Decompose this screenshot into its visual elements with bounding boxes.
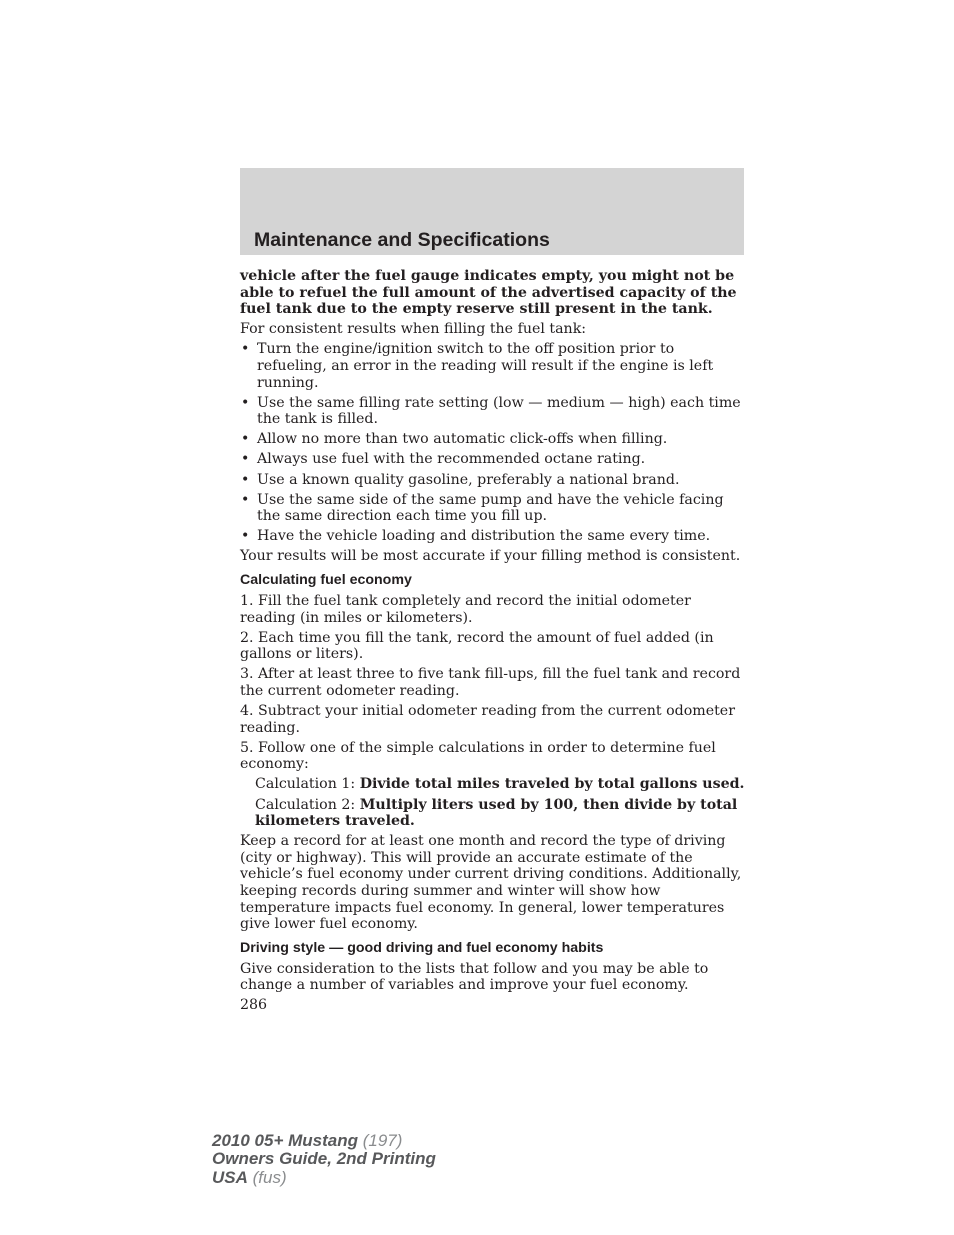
list-item: • Always use fuel with the recommended octane rating. (240, 451, 745, 468)
list-item: • Use the same filling rate setting (low — medium — high) each time the tank is filled. (240, 395, 745, 428)
calculation-1-label: Calculation 1: (255, 776, 360, 793)
page-content (240, 268, 745, 1018)
list-item: • Have the vehicle loading and distribution the same every time. (240, 528, 745, 545)
intro-warning-text: vehicle after the fuel gauge indicates empty, you might not be able to refuel the full amount of the advertised capacity of the fuel tank due to the empty reserve still present in the tank. (240, 268, 737, 318)
driving-style-text: Give consideration to the lists that follow and you may be able to change a number of variables and improve your fuel economy. (240, 960, 709, 994)
calculation-1 (240, 776, 745, 793)
calculation-1-text: Divide total miles traveled by total gallons used. (359, 776, 745, 793)
footer-model-code: (197) (358, 1131, 403, 1150)
step-item: 2. Each time you fill the tank, record the amount of fuel added (in gallons or liters). (240, 629, 714, 663)
footer-model: 2010 05+ Mustang (212, 1131, 358, 1150)
list-item: • Use the same side of the same pump and have the vehicle facing the same direction each time you fill up. (240, 492, 745, 525)
calculation-2 (240, 797, 745, 830)
footer-market-line (212, 1169, 436, 1187)
filling-tips-list (240, 341, 745, 545)
footer-market: USA (212, 1167, 248, 1187)
driving-style-heading: Driving style — good driving and fuel economy habits (240, 939, 604, 956)
consistent-results-intro: For consistent results when filling the fuel tank: (240, 321, 587, 338)
list-item: • Use a known quality gasoline, preferably a national brand. (240, 472, 745, 489)
step-item: 3. After at least three to five tank fill-ups, fill the fuel tank and record the current odometer reading. (240, 666, 741, 699)
section-title: Maintenance and Specifications (254, 229, 550, 251)
document-footer (212, 1132, 436, 1187)
record-keeping-note: Keep a record for at least one month and record the type of driving (city or highway). This will provide an accurate estimate of the vehicle’s fuel economy under current driving conditions. Additionally, keeping records during summer and winter will show how temperature impacts fuel economy. In general, lower temperatures give lower fuel economy. (240, 833, 742, 933)
footer-market-code: (fus) (247, 1167, 287, 1187)
list-item: • Allow no more than two automatic click-offs when filling. (240, 431, 745, 448)
footer-model-line (212, 1132, 436, 1150)
calculating-fuel-economy-heading: Calculating fuel economy (240, 572, 412, 588)
section-header-band (240, 168, 744, 255)
calculation-2-label: Calculation 2: (255, 796, 360, 813)
results-note: Your results will be most accurate if your filling method is consistent. (240, 548, 741, 565)
list-item: • Turn the engine/ignition switch to the off position prior to refueling, an error in the reading will result if the engine is left running. (240, 341, 745, 391)
step-item: 4. Subtract your initial odometer reading from the current odometer reading. (240, 703, 735, 736)
footer-guide-line: Owners Guide, 2nd Printing (212, 1149, 436, 1169)
calculation-2-text: Multiply liters used by 100, then divide by total kilometers traveled. (255, 796, 738, 830)
step-item: 5. Follow one of the simple calculations in order to determine fuel economy: (240, 739, 716, 773)
step-item: 1. Fill the fuel tank completely and record the initial odometer reading (in miles or kilometers). (240, 593, 691, 626)
page-number: 286 (240, 997, 268, 1014)
